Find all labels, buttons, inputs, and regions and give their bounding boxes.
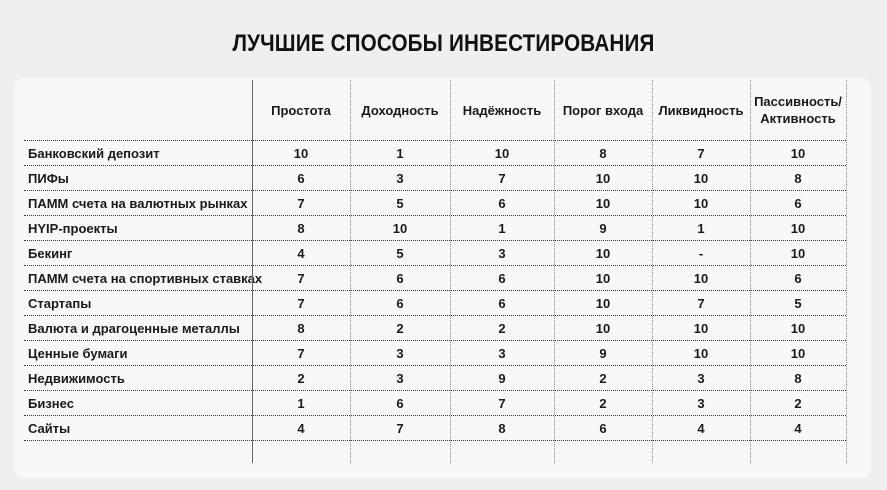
score-cell: 7 (297, 195, 305, 211)
table-row (24, 316, 846, 341)
score-cell: 4 (297, 245, 305, 261)
column-divider (750, 80, 751, 463)
table-row (24, 241, 846, 266)
column-divider (350, 80, 351, 463)
score-cell: 6 (396, 395, 404, 411)
score-cell: 10 (693, 170, 709, 186)
score-cell: 4 (697, 420, 705, 436)
score-cell: 6 (599, 420, 607, 436)
score-cell: 8 (498, 420, 506, 436)
investment-table (24, 80, 846, 463)
column-divider (554, 80, 555, 463)
score-cell: 10 (494, 145, 510, 161)
row-label: Бизнес (28, 395, 74, 411)
score-cell: 3 (498, 245, 506, 261)
score-cell: 3 (697, 395, 705, 411)
score-cell: 10 (693, 195, 709, 211)
row-label: Бекинг (28, 245, 73, 261)
row-label: HYIP-проекты (28, 220, 118, 236)
score-cell: 10 (392, 220, 408, 236)
score-cell: 3 (396, 370, 404, 386)
score-cell: 10 (595, 270, 611, 286)
score-cell: 4 (297, 420, 305, 436)
score-cell: 6 (498, 295, 506, 311)
header-corner (24, 80, 252, 140)
table-row (24, 266, 846, 291)
score-cell: 8 (794, 370, 802, 386)
score-cell: - (698, 245, 704, 261)
score-cell: 7 (297, 345, 305, 361)
score-cell: 3 (396, 345, 404, 361)
table-row (24, 341, 846, 366)
score-cell: 8 (297, 320, 305, 336)
table-row (24, 391, 846, 416)
row-label: ПАММ счета на валютных рынках (28, 195, 248, 211)
score-cell: 2 (297, 370, 305, 386)
page-title: ЛУЧШИЕ СПОСОБЫ ИНВЕСТИРОВАНИЯ (232, 30, 655, 57)
table-row (24, 216, 846, 241)
row-label: Ценные бумаги (28, 345, 128, 361)
column-header-entry-threshold: Порог входа (562, 102, 644, 118)
score-cell: 5 (794, 295, 802, 311)
row-label: Стартапы (28, 295, 92, 311)
score-cell: 2 (599, 395, 607, 411)
score-cell: 1 (697, 220, 705, 236)
column-header-profitability: Доходность (361, 102, 439, 118)
table-row (24, 366, 846, 391)
score-cell: 4 (794, 420, 802, 436)
score-cell: 10 (293, 145, 309, 161)
score-cell: 10 (595, 195, 611, 211)
row-label: ПИФы (28, 170, 69, 186)
score-cell: 8 (794, 170, 802, 186)
score-cell: 10 (693, 270, 709, 286)
score-cell: 9 (599, 345, 607, 361)
score-cell: 6 (498, 195, 506, 211)
score-cell: 2 (599, 370, 607, 386)
table-header-row (24, 80, 846, 141)
score-cell: 2 (498, 320, 506, 336)
score-cell: 6 (297, 170, 305, 186)
score-cell: 1 (396, 145, 404, 161)
score-cell: 6 (794, 270, 802, 286)
score-cell: 7 (697, 145, 705, 161)
score-cell: 7 (498, 170, 506, 186)
score-cell: 1 (498, 220, 506, 236)
score-cell: 1 (297, 395, 305, 411)
score-cell: 10 (595, 170, 611, 186)
score-cell: 8 (297, 220, 305, 236)
score-cell: 10 (790, 320, 806, 336)
score-cell: 2 (396, 320, 404, 336)
score-cell: 7 (396, 420, 404, 436)
row-label: Банковский депозит (28, 145, 160, 161)
score-cell: 10 (595, 295, 611, 311)
score-cell: 2 (794, 395, 802, 411)
column-header-reliability: Надёжность (462, 102, 542, 118)
score-cell: 10 (790, 220, 806, 236)
column-header-liquidity: Ликвидность (658, 102, 744, 118)
row-label: Недвижимость (28, 370, 125, 386)
score-cell: 6 (396, 295, 404, 311)
score-cell: 9 (599, 220, 607, 236)
table-row (24, 291, 846, 316)
column-divider (652, 80, 653, 463)
row-label: ПАММ счета на спортивных ставках (28, 270, 263, 286)
score-cell: 10 (693, 345, 709, 361)
score-cell: 6 (498, 270, 506, 286)
score-cell: 10 (790, 345, 806, 361)
column-header-simplicity: Простота (271, 102, 331, 118)
row-label: Валюта и драгоценные металлы (28, 320, 240, 336)
row-label: Сайты (28, 420, 71, 436)
column-divider (846, 80, 847, 463)
table-row (24, 141, 846, 166)
score-cell: 10 (790, 245, 806, 261)
table-row (24, 416, 846, 441)
score-cell: 10 (595, 245, 611, 261)
table-row (24, 166, 846, 191)
table-tail-row (24, 441, 846, 463)
score-cell: 6 (396, 270, 404, 286)
score-cell: 7 (498, 395, 506, 411)
score-cell: 3 (498, 345, 506, 361)
score-cell: 5 (396, 245, 404, 261)
column-header-passivity-activity: Пассивность/ Активность (754, 94, 842, 126)
score-cell: 3 (697, 370, 705, 386)
score-cell: 7 (297, 270, 305, 286)
score-cell: 6 (794, 195, 802, 211)
table-row (24, 191, 846, 216)
score-cell: 9 (498, 370, 506, 386)
score-cell: 10 (595, 320, 611, 336)
score-cell: 3 (396, 170, 404, 186)
score-cell: 10 (693, 320, 709, 336)
score-cell: 5 (396, 195, 404, 211)
score-cell: 7 (697, 295, 705, 311)
column-divider (252, 80, 253, 463)
score-cell: 7 (297, 295, 305, 311)
column-divider (450, 80, 451, 463)
score-cell: 10 (790, 145, 806, 161)
score-cell: 8 (599, 145, 607, 161)
